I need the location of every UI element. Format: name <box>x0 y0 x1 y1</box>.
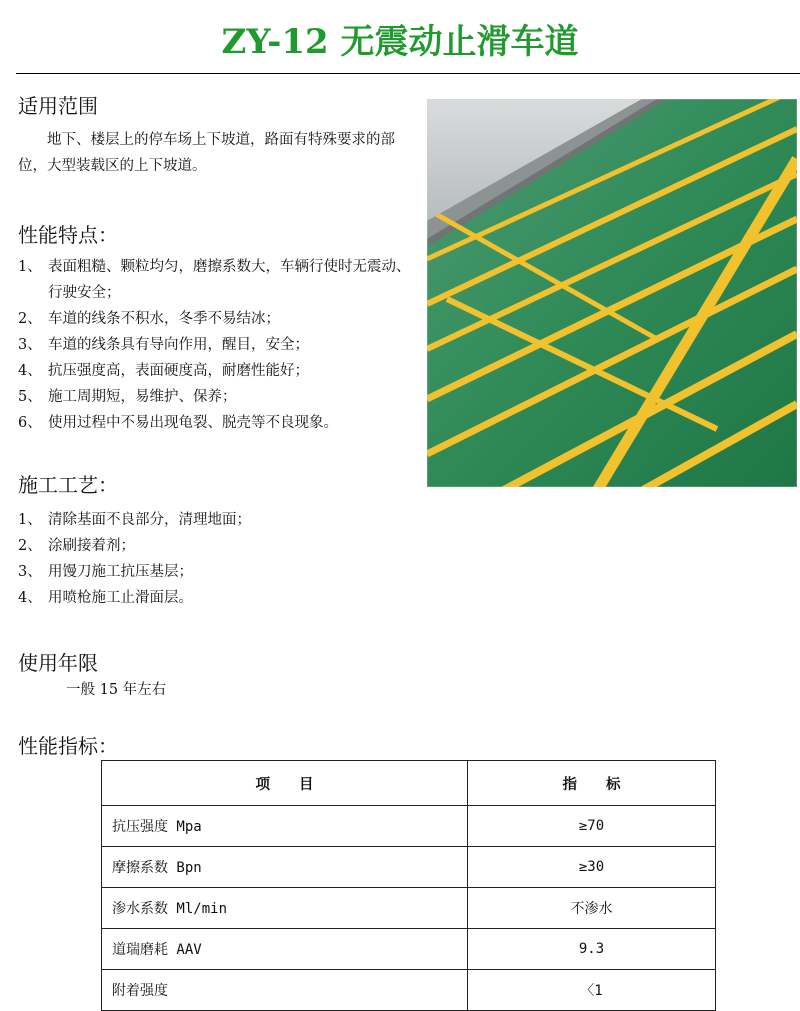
spec-value-cell: ≥70 <box>468 806 716 847</box>
list-item-number: 1、 <box>18 512 42 528</box>
process-heading: 施工工艺： <box>18 473 118 497</box>
list-item <box>18 533 418 559</box>
table-row <box>102 847 716 888</box>
list-item-number: 2、 <box>18 311 42 327</box>
anti-skid-ramp-image <box>427 99 797 487</box>
table-row <box>102 929 716 970</box>
spec-value-cell: 〈1 <box>468 970 716 1011</box>
column-header-value: 指 标 <box>468 761 716 806</box>
list-item-text: 施工周期短，易维护、保养； <box>48 389 237 405</box>
features-list <box>18 254 418 436</box>
page-title: ZY-12 无震动止滑车道 <box>221 22 579 62</box>
list-item <box>18 585 418 611</box>
column-header-item: 项 目 <box>102 761 468 806</box>
spec-value-cell: 9.3 <box>468 929 716 970</box>
table-header-row <box>102 761 716 806</box>
lifespan-heading: 使用年限 <box>18 651 98 675</box>
list-item-number: 6、 <box>18 415 42 431</box>
list-item-text: 车道的线条不积水，冬季不易结冰； <box>48 311 280 327</box>
lifespan-text: 一般 15 年左右 <box>66 682 167 698</box>
list-item-number: 3、 <box>18 564 42 580</box>
title-divider <box>16 73 800 74</box>
list-item-text: 表面粗糙、颗粒均匀，磨擦系数大，车辆行使时无震动、行驶安全； <box>48 259 411 301</box>
list-item-text: 清除基面不良部分，清理地面； <box>48 512 251 528</box>
list-item-text: 使用过程中不易出现龟裂、脱壳等不良现象。 <box>48 415 338 431</box>
spec-name-cell: 附着强度 <box>102 970 468 1011</box>
table-row <box>102 806 716 847</box>
table-row <box>102 888 716 929</box>
table-row <box>102 970 716 1011</box>
list-item <box>18 358 418 384</box>
list-item <box>18 332 418 358</box>
list-item <box>18 306 418 332</box>
list-item <box>18 410 418 436</box>
scope-text: 地下、楼层上的停车场上下坡道，路面有特殊要求的部位，大型装载区的上下坡道。 <box>18 132 395 174</box>
list-item-number: 2、 <box>18 538 42 554</box>
list-item-text: 涂刷接着剂； <box>48 538 135 554</box>
spec-name-cell: 道瑞磨耗 AAV <box>102 929 468 970</box>
list-item <box>18 507 418 533</box>
spec-name-cell: 抗压强度 Mpa <box>102 806 468 847</box>
ramp-photo <box>427 99 797 487</box>
list-item-number: 3、 <box>18 337 42 353</box>
spec-value-cell: ≥30 <box>468 847 716 888</box>
list-item-text: 用馒刀施工抗压基层； <box>48 564 193 580</box>
list-item <box>18 559 418 585</box>
spec-name-cell: 渗水系数 Ml/min <box>102 888 468 929</box>
scope-heading: 适用范围 <box>18 94 98 118</box>
specs-heading: 性能指标： <box>18 734 118 758</box>
spec-value-cell: 不渗水 <box>468 888 716 929</box>
list-item-number: 5、 <box>18 389 42 405</box>
spec-name-cell: 摩擦系数 Bpn <box>102 847 468 888</box>
list-item <box>18 384 418 410</box>
features-heading: 性能特点： <box>18 223 118 247</box>
list-item-number: 1、 <box>18 259 42 275</box>
list-item-number: 4、 <box>18 590 42 606</box>
list-item-number: 4、 <box>18 363 42 379</box>
list-item-text: 车道的线条具有导向作用，醒目，安全； <box>48 337 309 353</box>
list-item-text: 抗压强度高，表面硬度高，耐磨性能好； <box>48 363 309 379</box>
list-item-text: 用喷枪施工止滑面层。 <box>48 590 193 606</box>
process-list <box>18 507 418 611</box>
specs-table <box>101 760 716 1011</box>
list-item <box>18 254 418 306</box>
